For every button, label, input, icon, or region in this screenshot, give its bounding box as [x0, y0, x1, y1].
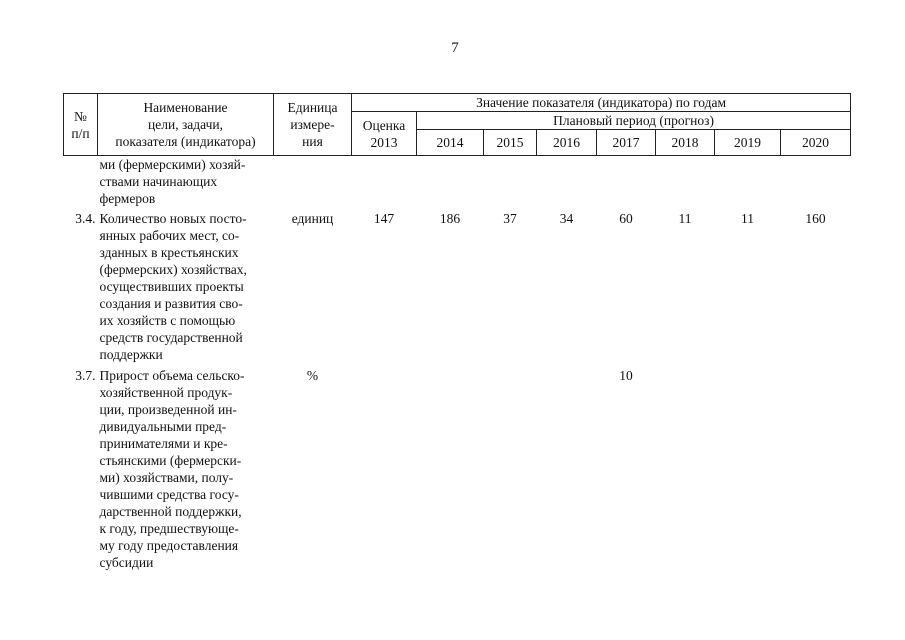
table-row	[64, 156, 851, 208]
header-year: 2015	[484, 130, 537, 156]
row-name: Количество новых посто- янных рабочих мест, со- зданных в крестьянских (фермерских) хозяйствах, осуществивших проекты создания и развития сво- их хозяйств с помощью средств государственной поддержки	[99, 211, 247, 362]
header-year: 2017	[597, 130, 656, 156]
row-value: 60	[619, 211, 633, 226]
row-value	[537, 156, 597, 208]
row-estimate	[352, 156, 417, 208]
header-year: 2020	[781, 130, 851, 156]
header-num: № п/п	[64, 94, 98, 156]
table-header	[64, 94, 851, 156]
indicators-table	[63, 93, 851, 571]
row-value	[484, 363, 537, 571]
row-value	[715, 156, 781, 208]
header-estimate: Оценка 2013	[352, 112, 417, 156]
row-num: 3.7.	[75, 368, 96, 383]
row-value	[715, 363, 781, 571]
row-unit: единиц	[291, 211, 334, 226]
row-value: 160	[805, 211, 826, 226]
header-year: 2018	[656, 130, 715, 156]
table-body	[64, 156, 851, 572]
row-value: 34	[559, 211, 574, 226]
row-value: 186	[439, 211, 461, 226]
row-value	[781, 156, 851, 208]
row-unit	[274, 156, 352, 208]
row-value: 11	[741, 211, 754, 226]
row-value: 11	[678, 211, 692, 226]
header-name: Наименование цели, задачи, показателя (индикатора)	[98, 94, 274, 156]
header-year: 2014	[417, 130, 484, 156]
row-value: 37	[503, 211, 517, 226]
row-name: Прирост объема сельско- хозяйственной продук- ции, произведенной ин- дивидуальными пред- принимателями и кре- стьянскими (фермерски- ми) хозяйствами, полу- чившими средства госу- дарственной поддержки, к году, предшествующе- му году предоставления субсидии	[99, 368, 245, 570]
table-row	[64, 363, 851, 571]
row-unit: %	[306, 368, 319, 383]
row-value	[656, 363, 715, 571]
row-value	[781, 363, 851, 571]
row-name: ми (фермерскими) хозяй- ствами начинающих фермеров	[99, 157, 246, 206]
row-estimate	[352, 363, 417, 571]
row-num: 3.4.	[75, 211, 96, 226]
page-number: 7	[451, 40, 459, 56]
row-value	[656, 156, 715, 208]
row-value	[417, 156, 484, 208]
row-value	[537, 363, 597, 571]
header-planned-group: Плановый период (прогноз)	[417, 112, 851, 130]
header-unit: Единица измере- ния	[274, 94, 352, 156]
table-row	[64, 207, 851, 363]
row-num	[64, 156, 98, 208]
row-value	[597, 156, 656, 208]
header-values-group: Значение показателя (индикатора) по годам	[352, 94, 851, 112]
row-value	[417, 363, 484, 571]
header-year: 2019	[715, 130, 781, 156]
row-value	[484, 156, 537, 208]
row-value: 10	[619, 368, 633, 383]
row-estimate: 147	[373, 211, 395, 226]
header-year: 2016	[537, 130, 597, 156]
